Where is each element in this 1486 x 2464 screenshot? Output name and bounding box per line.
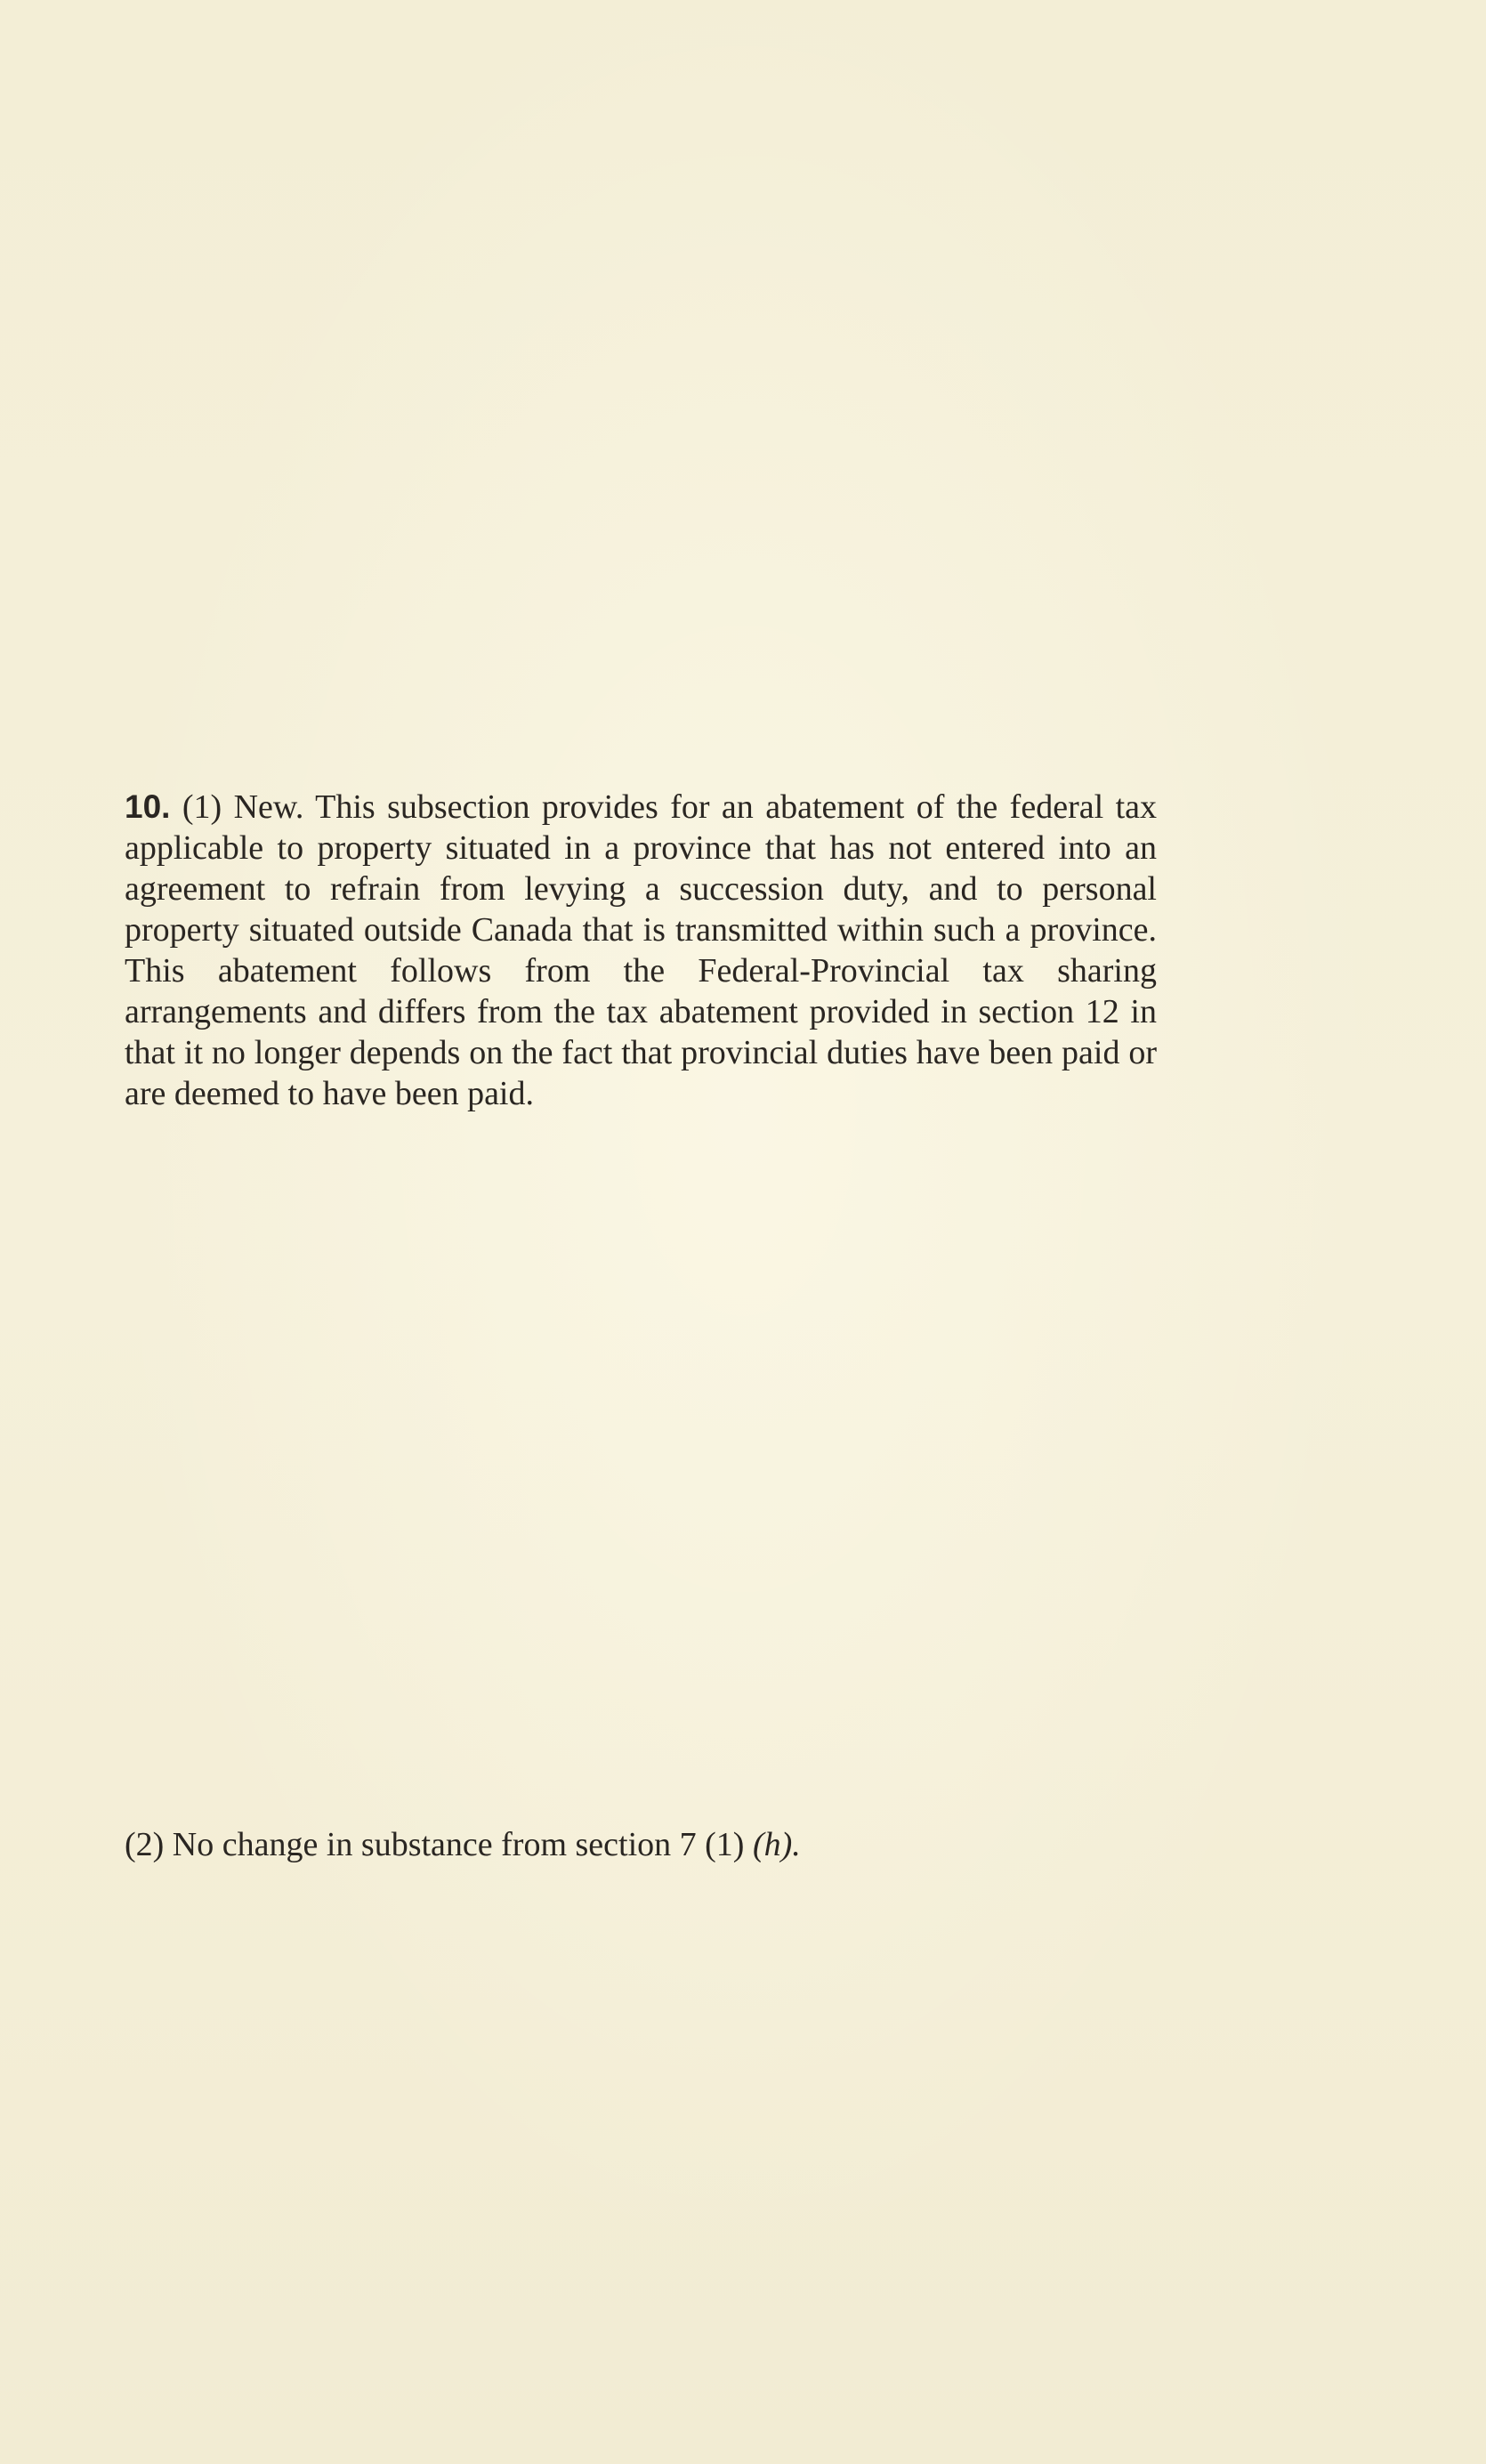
subsection-2-paragraph-ref: (h). [752, 1826, 801, 1863]
subsection-1-text: (1) New. This subsection provides for an abatement of the federal tax applicable to property situated in a province that has not entered into an agreement to refrain from levying a succession duty, and to personal property situated outside Canada that is transmitted within such a province. This abatement follows from the Federal-Provincial tax sharing arrangements and differs from the tax abatement provided in section 12 in that it no longer depends on the fact that provincial duties have been paid or are deemed to have been paid. [125, 788, 1157, 1112]
explanatory-note-section-10-2 [125, 1824, 1157, 1865]
subsection-2-text: (2) No change in substance from section 7 (1) [125, 1826, 745, 1863]
section-number: 10. [125, 788, 171, 825]
explanatory-note-section-10-1 [125, 787, 1157, 1114]
